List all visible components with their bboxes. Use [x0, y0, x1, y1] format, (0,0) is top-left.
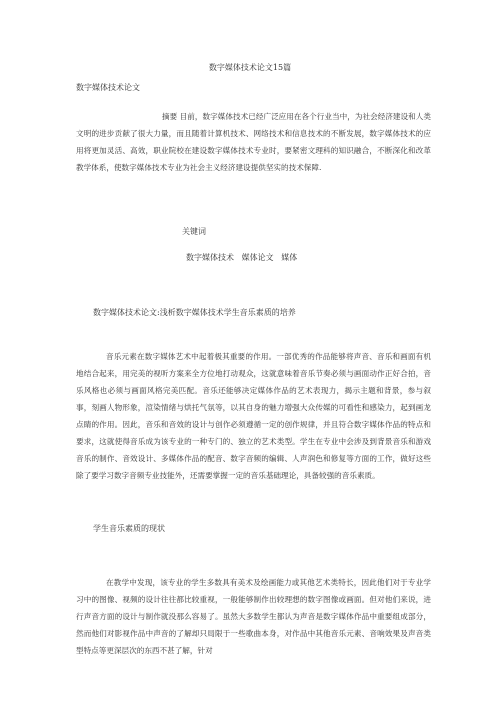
section-heading: 数字媒体技术论文:浅析数字媒体技术学生音乐素质的培养 — [93, 308, 296, 317]
keywords-list: 数字媒体技术 媒体论文 媒体 — [186, 253, 298, 262]
body-paragraph-1: 音乐元素在数字媒体艺术中起着极其重要的作用。一部优秀的作品能够将声音、音乐和画面有机地结合起来，用完美的视听方案来全方位地打动观众，这就意味着音乐节奏必须与画面动作正好合拍，音乐风格也必须与画面风格完美匹配。音乐还能够决定媒体作品的艺术表现力，揭示主题和背景，参与叙事，刻画人物形象，渲染情绪与烘托气氛等，以其自身的魅力增强大众传媒的可看性和感染力，起到画龙点睛的作用。因此，音乐和音效的设计与创作必须遵循一定的创作规律，并且符合数字媒体作品的特点和要求，这就使得音乐成为该专业的一种专门的、独立的艺术类型。学生在专业中会涉及到背景音乐和游戏音乐的制作、音效设计、多媒体作品的配音、数字音频的编辑、人声润色和修复等方面的工作，做好这些除了要学习数字音频专业技能外，还需要掌握一定的音乐基础理论，具备较强的音乐素质。 — [76, 352, 431, 480]
document-title: 数字媒体技术论文15篇 — [208, 63, 292, 72]
sub-heading: 学生音乐素质的现状 — [93, 524, 165, 533]
keywords-label: 关键词 — [182, 227, 206, 236]
body-paragraph-2: 在教学中发现，该专业的学生多数具有美术及绘画能力或其他艺术类特长，因此他们对于专业学习中的图像、视频的设计往往都比较重视，一般能够制作出较理想的数字图像或画面。但对他们来说，进行声音方面的设计与制作就没那么容易了。虽然大多数学生都认为声音是数字媒体作品中重要组成部分，然而他们对影视作品中声音的了解却只局限于一些歌曲本身，对作品中其他音乐元素、音响效果及声音类型特点等更深层次的东西不甚了解，针对 — [76, 578, 431, 655]
document-subtitle: 数字媒体技术论文 — [76, 83, 140, 92]
abstract-paragraph: 摘要 目前，数字媒体技术已经广泛应用在各个行业当中，为社会经济建设和人类文明的进步贡献了很大力量，而且随着计算机技术、网络技术和信息技术的不断发展，数字媒体技术的应用将更加灵活、高效，职业院校在建设数字媒体技术专业时，要紧密文理科的知识融合，不断深化和改革教学体系，使数字媒体技术专业为社会主义经济建设提供坚实的技术保障. — [76, 112, 431, 172]
